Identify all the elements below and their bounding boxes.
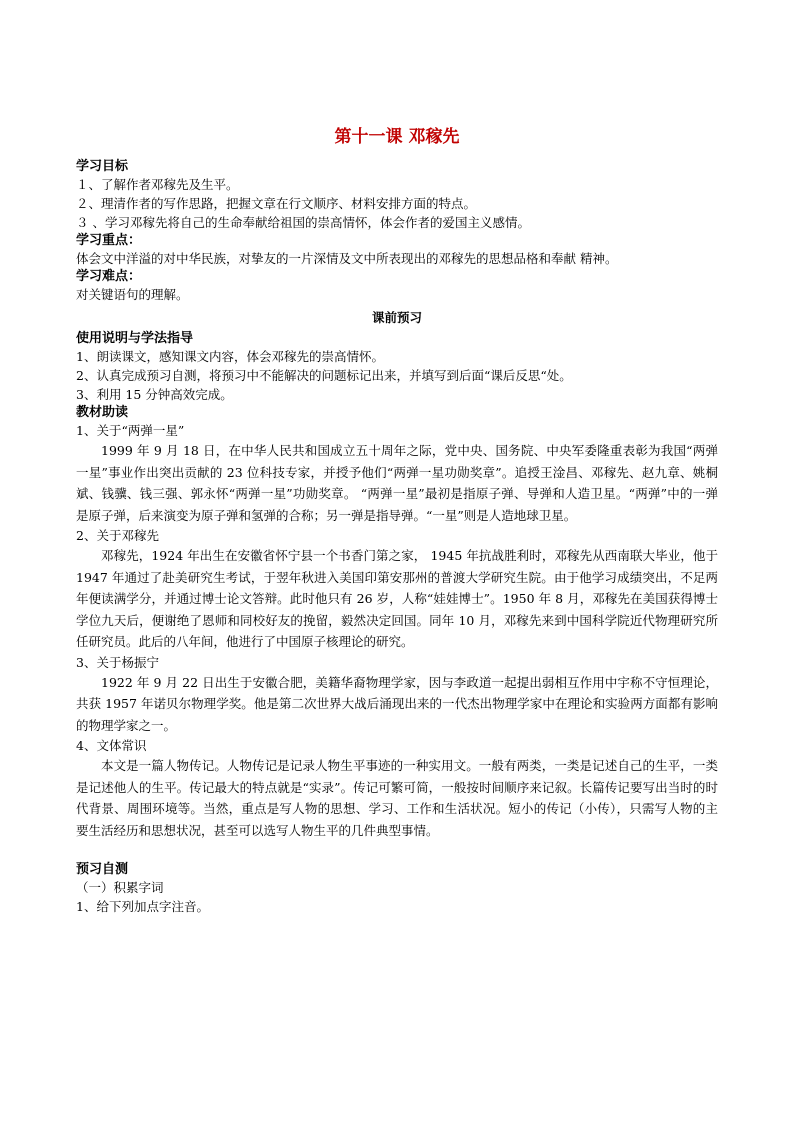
reading-aid-heading: 教材助读 — [76, 405, 129, 420]
instruction-item: 1、朗读课文，感知课文内容，体会邓稼先的崇高情怀。 — [76, 349, 384, 364]
section-title-genre: 4、文体常识 — [76, 738, 147, 753]
objective-item: ２、理清作者的写作思路，把握文章在行文顺序、材料安排方面的特点。 — [76, 196, 477, 211]
difficulties-text: 对关键语句的理解。 — [76, 287, 189, 302]
section-title-two-bombs: 1、关于“两弹一星” — [76, 423, 185, 438]
key-points-heading: 学习重点： — [76, 233, 142, 248]
section-title-deng: 2、关于邓稼先 — [76, 528, 159, 543]
document-content — [76, 126, 718, 916]
objective-item: ３ 、学习邓稼先将自己的生命奉献给祖国的崇高情怀，体会作者的爱国主义感情。 — [76, 215, 530, 230]
section-body-yang: 1922 年 9 月 22 日出生于安徽合肥，美籍华裔物理学家，因与李政道一起提出弱相互作用中宇称不守恒理论，共获 1957 年诺贝尔物理学奖。他是第二次世界大战后涌现出来的一代杰出物理学家中在理论和实验两方面都有影响的物理学家之一。 — [76, 674, 718, 733]
spacer — [76, 841, 718, 861]
section-body-genre: 本文是一篇人物传记。人物传记是记录人物生平事迹的一种实用文。一般有两类，一类是记述自己的生平，一类是记述他人的生平。传记最大的特点就是“实录”。传记可繁可简，一般按时间顺序来记叙。长篇传记要写出当时的时代背景、周围环境等。当然，重点是写人物的思想、学习、工作和生活状况。短小的传记（小传），只需写人物的主要生活经历和思想状况，甚至可以选写人物生平的几件典型事情。 — [76, 758, 718, 838]
preview-section-heading: 课前预习 — [371, 310, 422, 325]
objectives-heading: 学习目标 — [76, 159, 129, 174]
self-test-subheading: （一）积累字词 — [76, 880, 164, 895]
instruction-item: 3、利用 15 分钟高效完成。 — [76, 387, 233, 402]
self-test-item: 1、给下列加点字注音。 — [76, 899, 209, 914]
section-title-yang: 3、关于杨振宁 — [76, 654, 159, 670]
lesson-title: 第十一课 邓稼先 — [334, 127, 460, 147]
instruction-item: 2、认真完成预习自测，将预习中不能解决的问题标记出来，并填写到后面“课后反思“处。 — [76, 368, 572, 383]
instructions-heading: 使用说明与学法指导 — [76, 331, 194, 346]
key-points-text: 体会文中洋溢的对中华民族，对挚友的一片深情及文中所表现出的邓稼先的思想品格和奉献 精神。 — [76, 251, 618, 266]
difficulties-heading: 学习难点： — [76, 269, 142, 284]
section-body-deng: 邓稼先，1924 年出生在安徽省怀宁县一个书香门第之家， 1945 年抗战胜利时，邓稼先从西南联大毕业，他于 1947 年通过了赴美研究生考试，于翌年秋进入美国印第安那州的普渡大学研究生院。由于他学习成绩突出，不足两年便读满学分，并通过博士论文答辩。此时他只有 26 岁，人称“娃娃博士”。1950 年 8 月，邓稼先在美国获得博士学位九天后，便谢绝了恩师和同校好友的挽留，毅然决定回国。同年 10 月，邓稼先来到中国科学院近代物理研究所任研究员。此后的八年间，他进行了中国原子核理论的研究。 — [76, 548, 718, 649]
self-test-heading: 预习自测 — [76, 862, 129, 877]
objective-item: １、了解作者邓稼先及生平。 — [76, 177, 239, 192]
section-body-two-bombs: 1999 年 9 月 18 日，在中华人民共和国成立五十周年之际，党中央、国务院、中央军委隆重表彰为我国“两弹一星”事业作出突出贡献的 23 位科技专家，并授予他们“两弹一星功勋奖章”。追授王淦昌、邓稼先、赵九章、姚桐斌、钱骥、钱三强、郭永怀“两弹一星”功勋奖章。 “两弹一星”最初是指原子弹、导弹和人造卫星。“两弹”中的一弹是原子弹，后来演变为原子弹和氢弹的合称；另一弹是指导弹。“一星”则是人造地球卫星。 — [76, 443, 718, 523]
